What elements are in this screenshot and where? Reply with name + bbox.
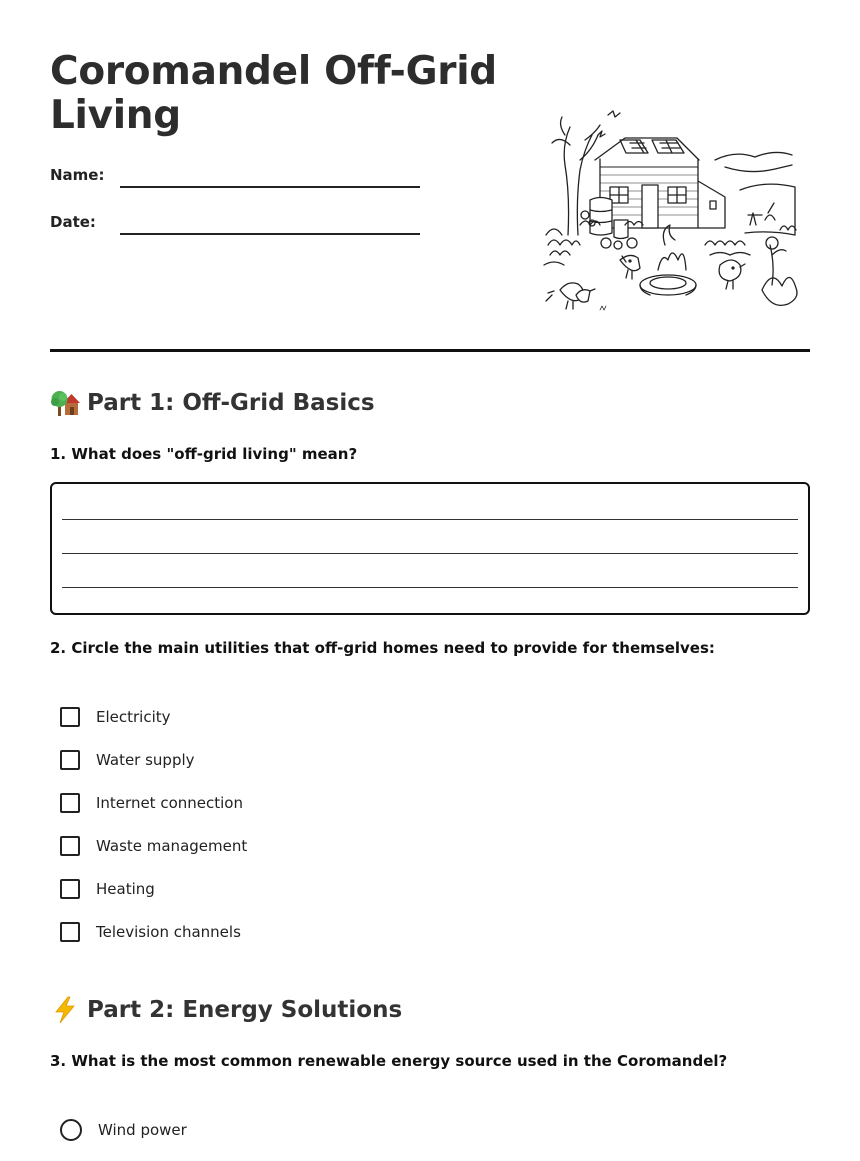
answer-line bbox=[62, 519, 798, 520]
option-label: Waste management bbox=[96, 837, 248, 855]
option-waste-management[interactable] bbox=[60, 834, 247, 858]
lightning-icon bbox=[50, 995, 80, 1025]
answer-line bbox=[62, 553, 798, 554]
option-label: Heating bbox=[96, 880, 155, 898]
part1-heading-text: Part 1: Off-Grid Basics bbox=[87, 390, 375, 416]
checkbox[interactable] bbox=[60, 750, 80, 770]
checkbox[interactable] bbox=[60, 707, 80, 727]
answer-line bbox=[62, 587, 798, 588]
part2-heading bbox=[50, 995, 402, 1025]
checkbox[interactable] bbox=[60, 922, 80, 942]
date-label: Date: bbox=[50, 213, 96, 231]
checkbox[interactable] bbox=[60, 793, 80, 813]
option-label: Wind power bbox=[98, 1121, 187, 1139]
option-label: Internet connection bbox=[96, 794, 243, 812]
worksheet-title: Coromandel Off-Grid Living bbox=[50, 49, 497, 138]
checkbox[interactable] bbox=[60, 836, 80, 856]
answer-box-q1[interactable] bbox=[50, 482, 810, 615]
question-3: 3. What is the most common renewable energy source used in the Coromandel? bbox=[50, 1052, 728, 1070]
radio-button[interactable] bbox=[60, 1119, 82, 1141]
part1-heading bbox=[50, 388, 375, 418]
question-2: 2. Circle the main utilities that off-grid homes need to provide for themselves: bbox=[50, 639, 715, 657]
option-label: Electricity bbox=[96, 708, 171, 726]
house-with-tree-icon bbox=[50, 388, 80, 418]
option-television-channels[interactable] bbox=[60, 920, 241, 944]
option-heating[interactable] bbox=[60, 877, 155, 901]
name-label: Name: bbox=[50, 166, 105, 184]
option-water-supply[interactable] bbox=[60, 748, 195, 772]
checkbox[interactable] bbox=[60, 879, 80, 899]
header-divider bbox=[50, 349, 810, 352]
option-label: Television channels bbox=[96, 923, 241, 941]
option-wind-power[interactable] bbox=[60, 1118, 187, 1142]
name-field[interactable] bbox=[120, 186, 420, 188]
option-internet-connection[interactable] bbox=[60, 791, 243, 815]
part2-heading-text: Part 2: Energy Solutions bbox=[87, 997, 403, 1023]
off-grid-cabin-illustration bbox=[540, 105, 800, 320]
date-field[interactable] bbox=[120, 233, 420, 235]
question-1: 1. What does "off-grid living" mean? bbox=[50, 445, 358, 463]
option-label: Water supply bbox=[96, 751, 195, 769]
option-electricity[interactable] bbox=[60, 705, 171, 729]
